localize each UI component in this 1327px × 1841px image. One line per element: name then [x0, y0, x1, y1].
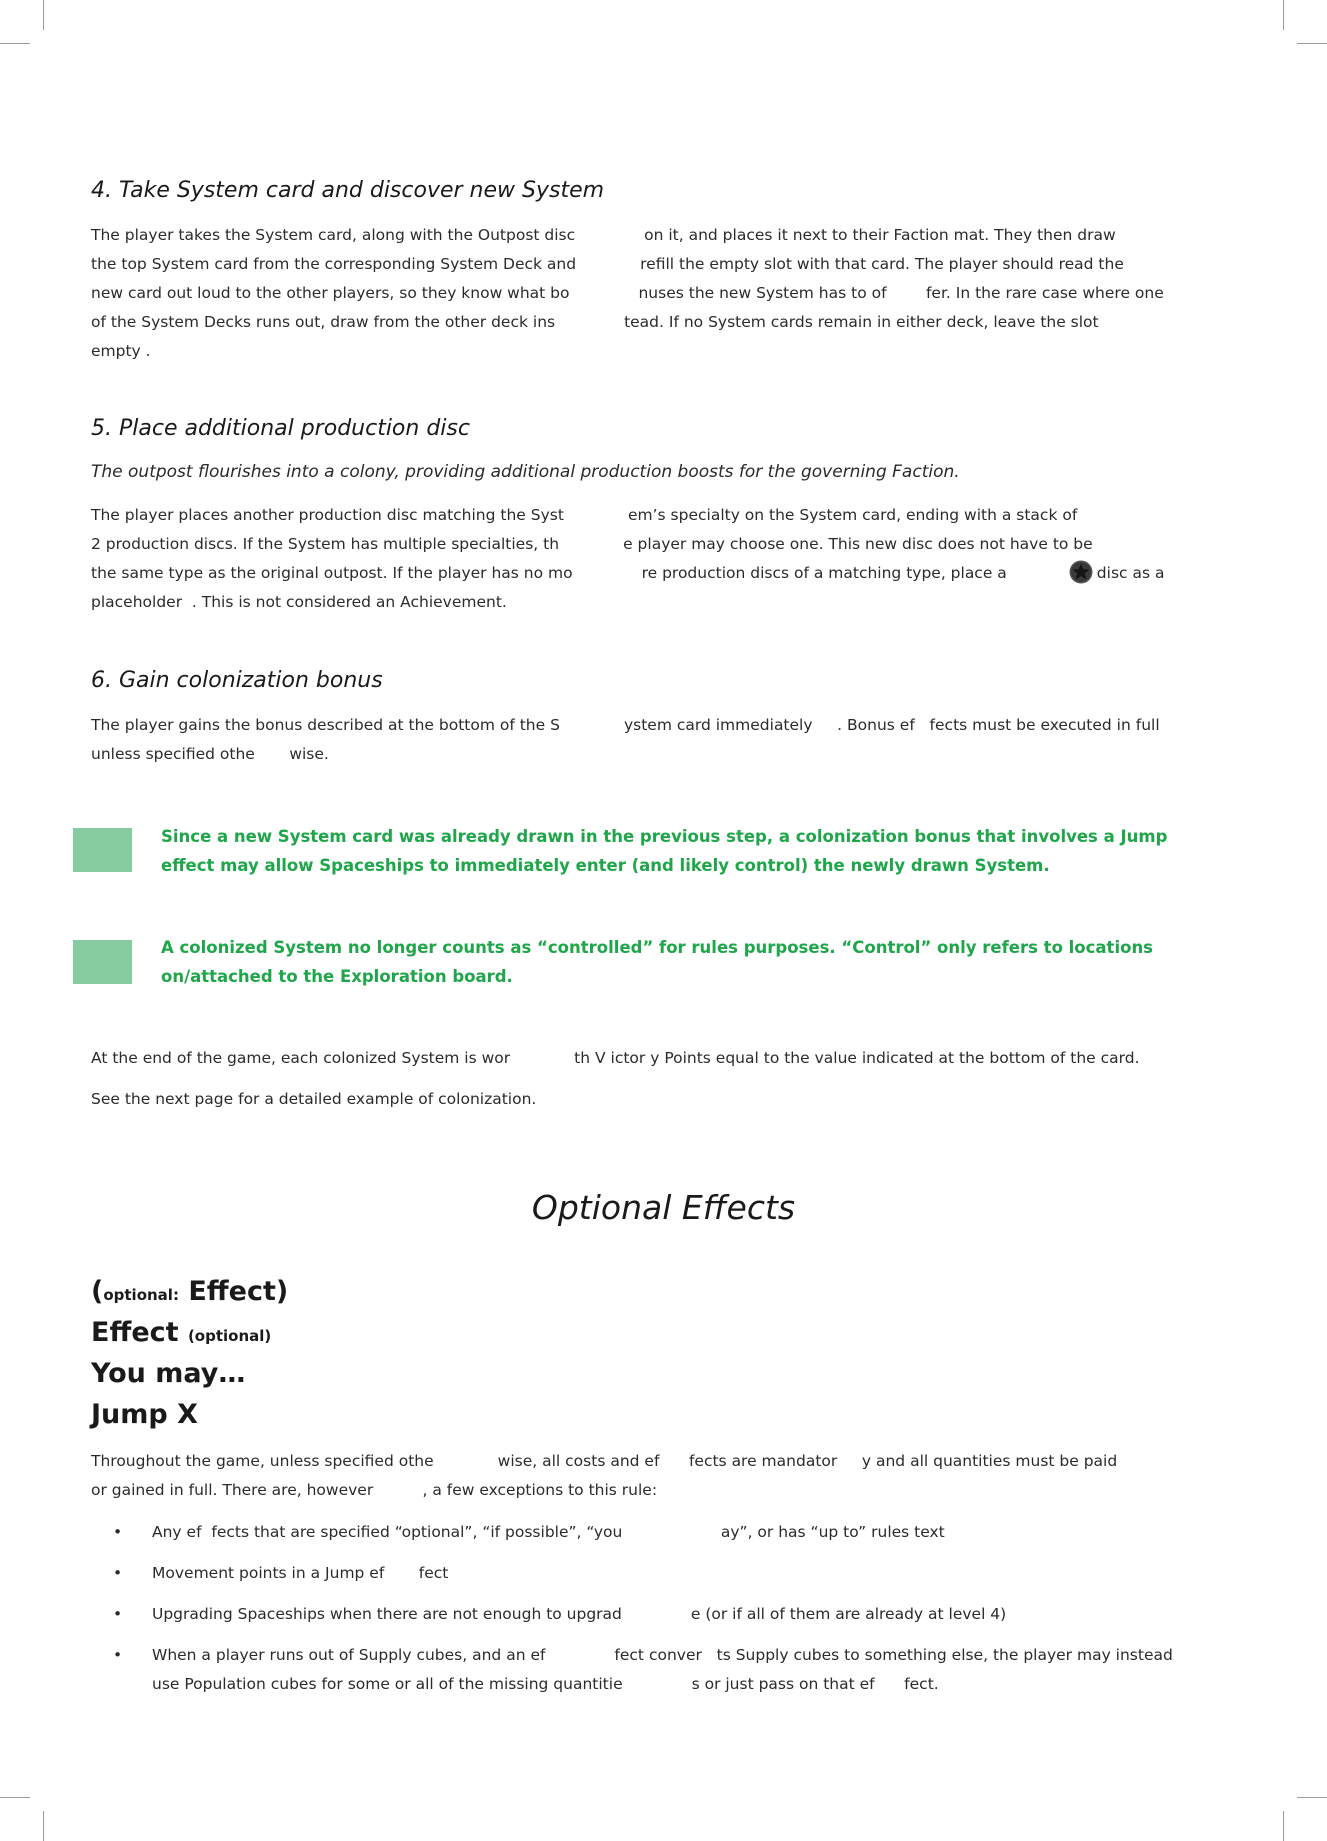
- text-line: unless specified othe wise.: [91, 745, 329, 763]
- text-line: Any ef fects that are specified “optional”, “if possible”, “you ay”, or has “up to” rules text: [152, 1523, 945, 1541]
- crop-mark: [43, 0, 44, 30]
- note-marker: [73, 828, 132, 872]
- keyword-optional-effect: [91, 1276, 288, 1307]
- text-line: [91, 559, 1164, 588]
- step5-subtitle: The outpost flourishes into a colony, providing additional production boosts for the governing Faction.: [91, 462, 960, 482]
- end-game-text: [91, 1044, 1140, 1073]
- intro-paragraph: [91, 1447, 1117, 1505]
- text-line: Upgrading Spaceships when there are not enough to upgrad e (or if all of them are already at level 4): [152, 1605, 1007, 1623]
- crop-mark: [43, 1811, 44, 1841]
- text-line: empty .: [91, 342, 151, 360]
- note-text: [161, 822, 1167, 880]
- step5-paragraph: [91, 501, 1164, 617]
- note-line: on/attached to the Exploration board.: [161, 967, 513, 986]
- step6-heading: 6. Gain colonization bonus: [91, 668, 383, 693]
- see-next-text: [91, 1085, 536, 1114]
- bullet-symbol: •: [113, 1564, 123, 1582]
- star-disc-icon: [1069, 560, 1093, 584]
- note-marker: [73, 940, 132, 984]
- bullet-symbol: •: [113, 1646, 123, 1664]
- list-item: [91, 1518, 1231, 1547]
- crop-mark: [1297, 1797, 1327, 1798]
- note-text: [161, 933, 1153, 991]
- keyword-part: optional:: [103, 1286, 179, 1304]
- crop-mark: [1283, 1811, 1284, 1841]
- bullet-symbol: •: [113, 1605, 123, 1623]
- crop-mark: [1283, 0, 1284, 30]
- list-item: [91, 1559, 1231, 1588]
- crop-mark: [0, 43, 30, 44]
- text-line: placeholder . This is not considered an Achievement.: [91, 593, 507, 611]
- list-item: [91, 1641, 1231, 1699]
- text-line: Throughout the game, unless specified othe wise, all costs and ef fects are mandator y and all quantities must be paid: [91, 1452, 1118, 1470]
- text-line: use Population cubes for some or all of the missing quantitie s or just pass on that ef fect.: [152, 1675, 939, 1693]
- crop-mark: [0, 1797, 30, 1798]
- list-item: [91, 1600, 1231, 1629]
- keyword-part: Effect: [91, 1317, 188, 1348]
- text-line: or gained in full. There are, however , a few exceptions to this rule:: [91, 1481, 658, 1499]
- bullet-symbol: •: [113, 1523, 123, 1541]
- crop-mark: [1297, 43, 1327, 44]
- text-line: of the System Decks runs out, draw from the other deck ins tead. If no System cards remain in either deck, leave the slot: [91, 313, 1099, 331]
- text-line: See the next page for a detailed example of colonization.: [91, 1090, 537, 1108]
- keyword-part: (: [91, 1276, 104, 1307]
- keyword-jump-x: Jump X: [91, 1399, 198, 1430]
- text-line: the top System card from the corresponding System Deck and refill the empty slot with that card. The player should read the: [91, 255, 1124, 273]
- note-line: effect may allow Spaceships to immediately enter (and likely control) the newly drawn System.: [161, 856, 1050, 875]
- keyword-part: Effect): [178, 1276, 289, 1307]
- text-line: 2 production discs. If the System has multiple specialties, th e player may choose one. This new disc does not have to be: [91, 535, 1093, 553]
- text-line: Movement points in a Jump ef fect: [152, 1564, 449, 1582]
- keyword-effect-optional: [91, 1317, 271, 1348]
- step4-paragraph: [91, 221, 1164, 366]
- step4-heading: 4. Take System card and discover new System: [91, 178, 605, 203]
- step5-heading: 5. Place additional production disc: [91, 416, 470, 441]
- text-line: When a player runs out of Supply cubes, and an ef fect conver ts Supply cubes to something else, the player may instead: [152, 1646, 1173, 1664]
- text-line: The player places another production disc matching the Syst em’s specialty on the System card, ending with a stack of: [91, 506, 1078, 524]
- text-line: The player takes the System card, along with the Outpost disc on it, and places it next to their Faction mat. They then draw: [91, 226, 1116, 244]
- keyword-you-may: You may…: [91, 1358, 246, 1389]
- step6-paragraph: [91, 711, 1160, 769]
- note-line: A colonized System no longer counts as “controlled” for rules purposes. “Control” only refers to locations: [161, 938, 1154, 957]
- text-line: new card out loud to the other players, so they know what bo nuses the new System has to of fer. In the rare case where one: [91, 284, 1164, 302]
- text-line: At the end of the game, each colonized System is wor th V ictor y Points equal to the value indicated at the bottom of the card.: [91, 1049, 1140, 1067]
- note-line: Since a new System card was already drawn in the previous step, a colonization bonus that involves a Jump: [161, 827, 1168, 846]
- text-segment: disc as a: [1096, 564, 1165, 582]
- text-line: The player gains the bonus described at the bottom of the S ystem card immediately . Bonus ef fects must be executed in full: [91, 716, 1160, 734]
- keyword-part: (optional): [187, 1327, 272, 1345]
- section-title: Optional Effects: [531, 1188, 796, 1227]
- exceptions-list: [91, 1518, 1231, 1711]
- text-segment: the same type as the original outpost. If the player has no mo re production discs of a matching type, place a: [91, 564, 1007, 582]
